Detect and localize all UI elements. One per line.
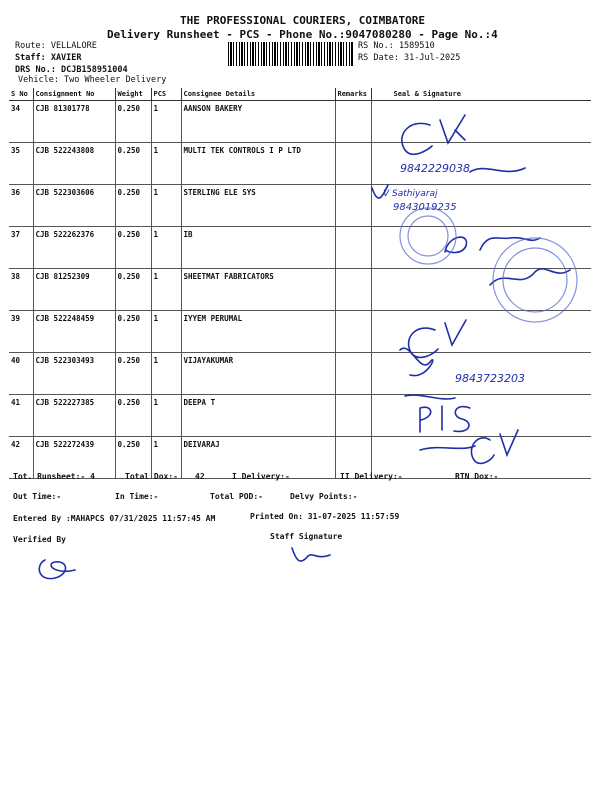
cell-consignee: DEIVARAJ [181,437,335,479]
cell-pcs: 1 [151,311,181,353]
col-consignment: Consignment No [33,88,115,101]
col-seal-signature: Seal & Signature [371,88,591,101]
i-delivery-label: I Delivery:- [232,472,290,481]
cell-consignee: VIJAYAKUMAR [181,353,335,395]
cell-pcs: 1 [151,269,181,311]
handwritten-phone-35: 9842229038 [400,162,470,175]
cell-weight: 0.250 [115,353,151,395]
rtn-dox-label: RTN Dox:- [455,472,499,481]
cell-pcs: 1 [151,437,181,479]
cell-consignee: MULTI TEK CONTROLS I P LTD [181,143,335,185]
delvy-points-label: Delvy Points:- [290,492,358,501]
tot-runsheet: Tot. Runsheet:- 4 [13,472,95,481]
cell-sno: 42 [9,437,33,479]
drs-number: DRS No.: DCJB158951004 [15,65,128,75]
cell-weight: 0.250 [115,185,151,227]
runsheet-subtitle: Delivery Runsheet - PCS - Phone No.:9047080280 - Page No.:4 [107,28,498,41]
handwritten-phone-36: 9843019235 [393,202,457,213]
cell-weight: 0.250 [115,437,151,479]
cell-consignment: CJB 522262376 [33,227,115,269]
total-pod-label: Total POD:- [210,492,263,501]
in-time-label: In Time:- [115,492,159,501]
cell-consignment: CJB 81301778 [33,101,115,143]
cell-consignee: SHEETMAT FABRICATORS [181,269,335,311]
cell-pcs: 1 [151,353,181,395]
total-dox-label: Total Dox:- [125,472,178,481]
cell-weight: 0.250 [115,311,151,353]
cell-weight: 0.250 [115,395,151,437]
cell-weight: 0.250 [115,227,151,269]
cell-consignee: STERLING ELE SYS [181,185,335,227]
cell-consignment: CJB 522248459 [33,311,115,353]
cell-consignment: CJB 522243808 [33,143,115,185]
cell-consignment: CJB 522303606 [33,185,115,227]
rs-date: RS Date: 31-Jul-2025 [358,53,461,63]
cell-weight: 0.250 [115,269,151,311]
cell-sno: 39 [9,311,33,353]
cell-sno: 41 [9,395,33,437]
cell-pcs: 1 [151,101,181,143]
company-title: THE PROFESSIONAL COURIERS, COIMBATORE [180,14,426,27]
handwritten-phone-40: 9843723203 [455,372,525,385]
cell-consignee: IB [181,227,335,269]
col-pcs: PCS [151,88,181,101]
cell-weight: 0.250 [115,101,151,143]
cell-sno: 36 [9,185,33,227]
cell-consignment: CJB 81252309 [33,269,115,311]
cell-consignee: IYYEM PERUMAL [181,311,335,353]
cell-sno: 37 [9,227,33,269]
route-label: Route: VELLALORE [15,41,97,51]
cell-sno: 34 [9,101,33,143]
col-consignee: Consignee Details [181,88,335,101]
out-time-label: Out Time:- [13,492,62,501]
entered-by: Entered By :MAHAPCS 07/31/2025 11:57:45 AM [13,514,216,523]
rs-number: RS No.: 1589510 [358,41,435,51]
cell-sno: 38 [9,269,33,311]
printed-on: Printed On: 31-07-2025 11:57:59 [250,512,400,521]
cell-weight: 0.250 [115,143,151,185]
staff-signature-label: Staff Signature [270,532,343,541]
verified-by-label: Verified By [13,535,66,544]
col-remarks: Remarks [335,88,371,101]
ii-delivery-label: II Delivery:- [340,472,403,481]
cell-consignment: CJB 522272439 [33,437,115,479]
handwritten-name-36: V Sathiyaraj [383,189,438,199]
cell-pcs: 1 [151,143,181,185]
cell-consignee: AANSON BAKERY [181,101,335,143]
total-dox-value: 42 [195,472,205,481]
cell-consignee: DEEPA T [181,395,335,437]
cell-consignment: CJB 522303493 [33,353,115,395]
cell-sno: 40 [9,353,33,395]
col-weight: Weight [115,88,151,101]
staff-label: Staff: XAVIER [15,53,82,63]
cell-consignment: CJB 522227385 [33,395,115,437]
cell-pcs: 1 [151,185,181,227]
col-sno: S No [9,88,33,101]
cell-pcs: 1 [151,395,181,437]
vehicle-label: Vehicle: Two Wheeler Delivery [18,75,167,85]
cell-sno: 35 [9,143,33,185]
cell-pcs: 1 [151,227,181,269]
